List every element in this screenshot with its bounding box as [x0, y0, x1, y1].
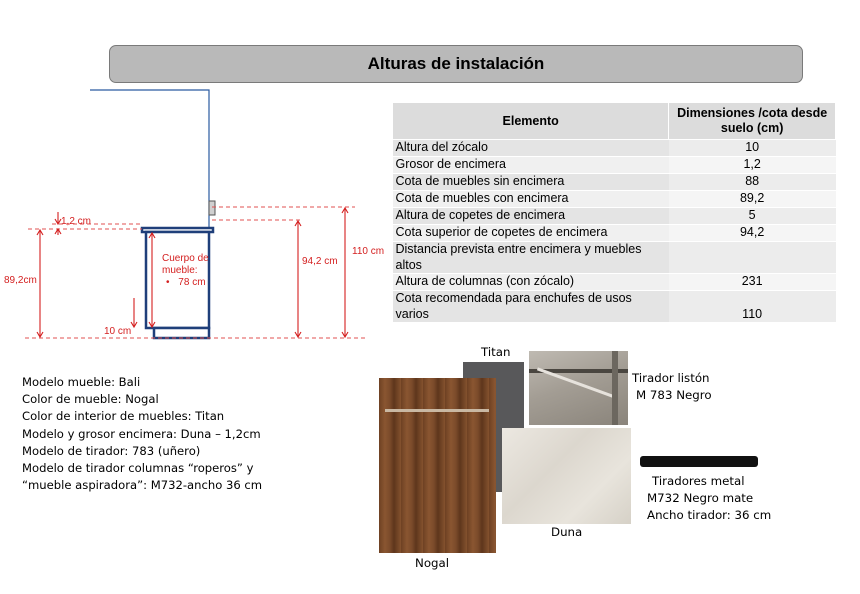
nogal-handle-groove: [385, 409, 489, 412]
dimensions-table: [392, 102, 836, 323]
table-cell-valor: 110: [669, 291, 836, 323]
dim-enchufes-label: 110 cm: [352, 246, 385, 257]
spec-line: Modelo de tirador columnas “roperos” y: [22, 461, 254, 476]
plinth: [154, 328, 209, 338]
wall-line: [90, 90, 209, 230]
table-row: [393, 157, 836, 174]
cuerpo-bullet: •: [166, 277, 170, 288]
liston-edge: [612, 351, 618, 425]
duna-swatch: [502, 428, 631, 524]
titan-label: Titan: [481, 345, 511, 359]
specifications-list: [22, 374, 262, 494]
table-cell-elemento: Distancia prevista entre encimera y muebles altos: [393, 242, 669, 274]
dim-encimera-label: 1,2 cm: [61, 216, 92, 227]
table-row: [393, 140, 836, 157]
table-cell-valor: 5: [669, 208, 836, 225]
table-cell-elemento: Altura de copetes de encimera: [393, 208, 669, 225]
spec-line: Color de mueble: Nogal: [22, 392, 159, 407]
table-header-elemento: Elemento: [393, 103, 669, 140]
table-cell-valor: 94,2: [669, 225, 836, 242]
table-row: [393, 274, 836, 291]
nogal-label: Nogal: [415, 556, 450, 570]
table-cell-valor: 89,2: [669, 191, 836, 208]
page-title-text: Alturas de instalación: [367, 54, 545, 73]
tiradores-label-1: Tiradores metal: [652, 474, 745, 488]
dim-zocalo-label: 10 cm: [104, 326, 132, 337]
dim-mueble-label: 89,2cm: [4, 275, 37, 286]
spec-line: Modelo y grosor encimera: Duna – 1,2cm: [22, 426, 261, 441]
table-cell-valor: 1,2: [669, 157, 836, 174]
tirador-liston-label-2: M 783 Negro: [636, 388, 712, 402]
cuerpo-annotation: [162, 253, 246, 289]
tiradores-label-3: Ancho tirador: 36 cm: [647, 508, 772, 522]
cuerpo-value: 78 cm: [178, 277, 206, 288]
table-cell-valor: 10: [669, 140, 836, 157]
table-row: [393, 191, 836, 208]
table-cell-elemento: Cota de muebles con encimera: [393, 191, 669, 208]
spec-line: Color de interior de muebles: Titan: [22, 409, 225, 424]
nogal-swatch: [379, 378, 496, 553]
table-cell-valor: 231: [669, 274, 836, 291]
spec-line: Modelo de tirador: 783 (uñero): [22, 443, 201, 458]
table-row: [393, 208, 836, 225]
table-cell-elemento: Cota superior de copetes de encimera: [393, 225, 669, 242]
tirador-liston-label-1: Tirador listón: [632, 371, 710, 385]
tirador-liston-swatch: [529, 351, 628, 425]
table-cell-valor: 88: [669, 174, 836, 191]
table-header-row: [393, 103, 836, 140]
table-cell-valor: [669, 242, 836, 274]
spec-line: Modelo mueble: Bali: [22, 375, 141, 389]
table-header-dimensiones: Dimensiones /cota desde suelo (cm): [669, 103, 836, 140]
table-row: [393, 242, 836, 274]
outlet-icon: [209, 201, 215, 215]
table-row: [393, 225, 836, 242]
tirador-metal-swatch: [640, 456, 758, 467]
duna-label: Duna: [551, 525, 583, 539]
table-cell-elemento: Grosor de encimera: [393, 157, 669, 174]
table-row: [393, 291, 836, 323]
cuerpo-title: Cuerpo de mueble:: [162, 253, 209, 276]
spec-line: “mueble aspiradora”: M732-ancho 36 cm: [22, 478, 263, 493]
table-row: [393, 174, 836, 191]
cuerpo-value-row: [162, 277, 246, 289]
table-cell-elemento: Cota recomendada para enchufes de usos varios: [393, 291, 669, 323]
dim-copete-label: 94,2 cm: [302, 256, 338, 267]
tiradores-label-2: M732 Negro mate: [647, 491, 754, 505]
table-cell-elemento: Altura de columnas (con zócalo): [393, 274, 669, 291]
table-cell-elemento: Cota de muebles sin encimera: [393, 174, 669, 191]
table-cell-elemento: Altura del zócalo: [393, 140, 669, 157]
